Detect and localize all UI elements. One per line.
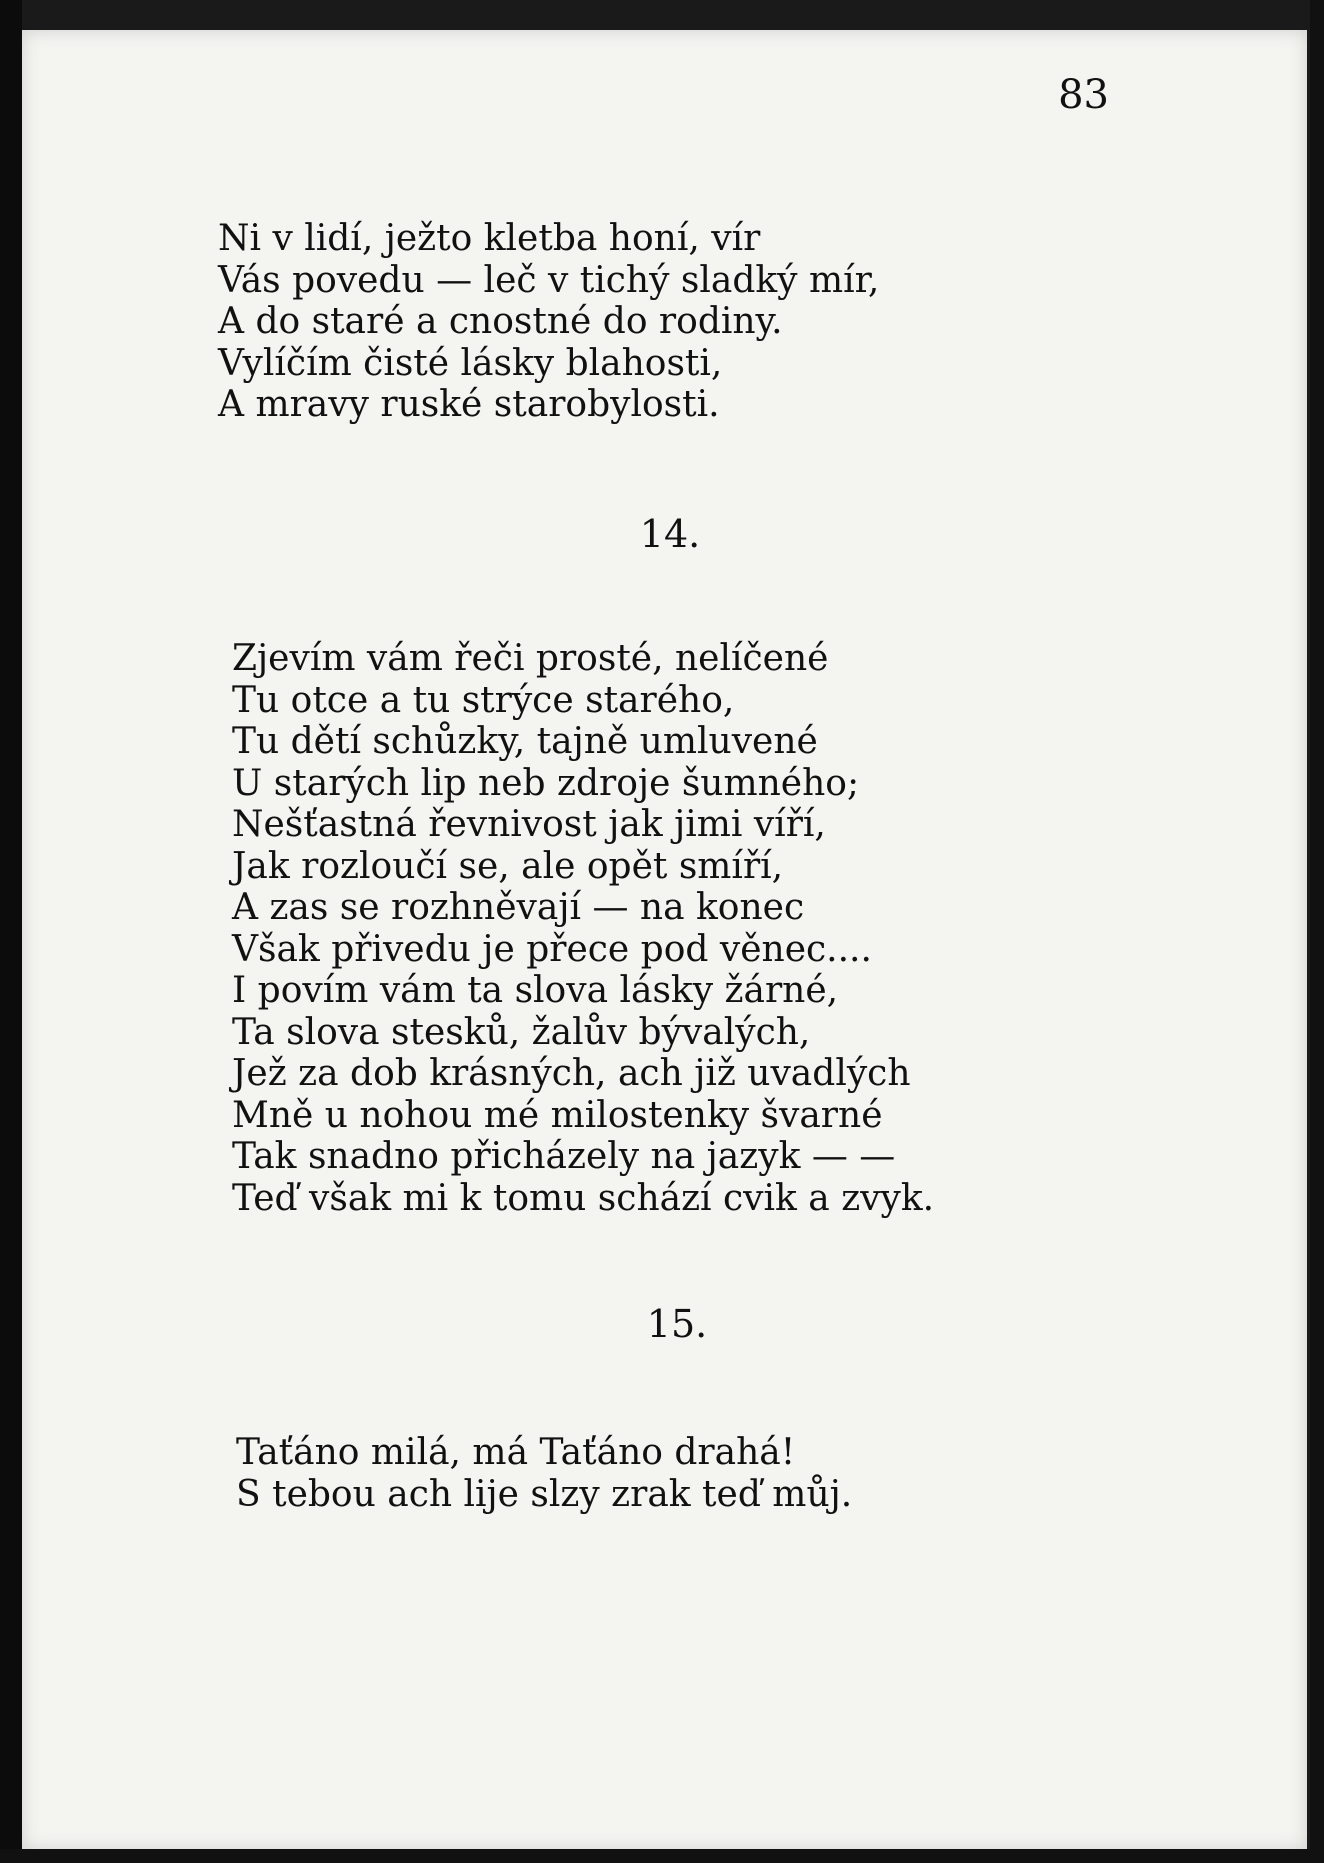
- verse-line: U starých lip neb zdroje šumného;: [232, 762, 860, 804]
- section-number-14: 14.: [639, 512, 701, 556]
- verse-line: Ta slova stesků, žalův bývalých,: [232, 1011, 811, 1053]
- verse-line: Jak rozloučí se, ale opět smíří,: [232, 845, 784, 887]
- page-number: 83: [1058, 72, 1109, 118]
- verse-line: Zjevím vám řeči prosté, nelíčené: [232, 638, 829, 679]
- stanza-3: [236, 1432, 1096, 1515]
- verse-line: A do staré a cnostné do rodiny.: [218, 301, 783, 342]
- verse-line: I povím vám ta slova lásky žárné,: [232, 970, 839, 1011]
- verse-line: A mravy ruské starobylosti.: [218, 384, 720, 425]
- stanza-2: [232, 638, 1092, 1219]
- verse-line: Ni v lidí, ježto kletba honí, vír: [218, 218, 761, 259]
- verse-line: Jež za dob krásných, ach již uvadlých: [232, 1053, 911, 1094]
- verse-line: Tu dětí schůzky, tajně umluvené: [232, 721, 818, 762]
- section-number-15: 15.: [646, 1302, 708, 1346]
- stanza-1: [218, 218, 1078, 426]
- book-binding-edge: [0, 0, 22, 1863]
- verse-line: Však přivedu je přece pod věnec....: [232, 928, 872, 970]
- verse-line: S tebou ach lije slzy zrak teď můj.: [236, 1473, 853, 1515]
- verse-line: Taťáno milá, má Taťáno drahá!: [236, 1432, 796, 1473]
- page-right-edge: [1310, 0, 1324, 1863]
- verse-line: A zas se rozhněvají — na konec: [232, 887, 805, 928]
- verse-line: Tu otce a tu strýce starého,: [232, 679, 735, 721]
- verse-line: Vylíčím čisté lásky blahosti,: [218, 342, 723, 384]
- page-bottom-edge: [0, 1849, 1324, 1863]
- verse-line: Vás povedu — leč v tichý sladký mír,: [218, 259, 880, 301]
- verse-line: Teď však mi k tomu schází cvik a zvyk.: [232, 1177, 935, 1219]
- verse-line: Nešťastná řevnivost jak jimi víří,: [232, 804, 826, 845]
- verse-line: Mně u nohou mé milostenky švarné: [232, 1094, 883, 1136]
- verse-line: Tak snadno přicházely na jazyk — —: [232, 1136, 896, 1177]
